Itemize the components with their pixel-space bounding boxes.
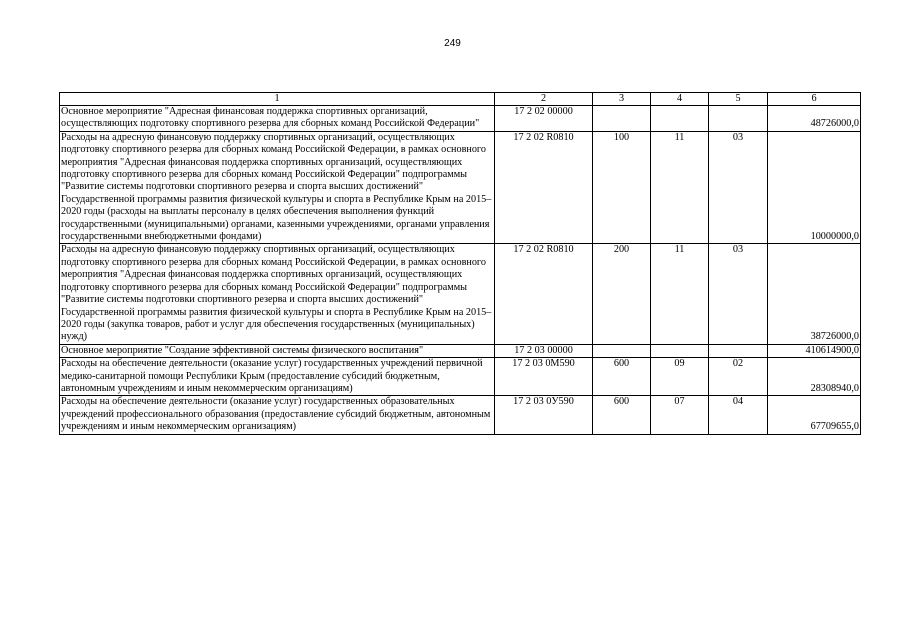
row-description: Расходы на адресную финансовую поддержку спортивных организаций, осуществляющих подготовку спортивного резерва для сборных команд Российской Федерации, в рамках основного мероприятия "Адресная финансовая поддержка спортивных организаций, осуществляющих подготовку спортивного резерва для сборных команд Российской Федерации" подпрограммы "Развитие системы подготовки спортивного резерва и спорта высших достижений" Государственной программы развития физической культуры и спорта в Республике Крым на 2015–2020 годы (закупка товаров, работ и услуг для обеспечения государственных (муниципальных) нужд) <box>60 244 495 344</box>
row-code: 17 2 02 R0810 <box>495 244 593 344</box>
table-row <box>60 131 861 244</box>
row-description: Основное мероприятие "Адресная финансовая поддержка спортивных организаций, осуществляющих подготовку спортивного резерва для сборных команд Российской Федерации" <box>60 106 495 132</box>
column-header: 6 <box>768 93 861 106</box>
row-amount: 48726000,0 <box>768 106 861 132</box>
row-description: Основное мероприятие "Создание эффективной системы физического воспитания" <box>60 344 495 357</box>
row-section: 11 <box>651 244 709 344</box>
row-section <box>651 344 709 357</box>
table-row <box>60 396 861 434</box>
table-row <box>60 244 861 344</box>
page-number: 249 <box>444 38 461 49</box>
row-expense-type: 200 <box>593 244 651 344</box>
row-subsection <box>709 106 768 132</box>
table-row <box>60 344 861 357</box>
row-expense-type <box>593 106 651 132</box>
row-section <box>651 106 709 132</box>
budget-table <box>59 92 861 435</box>
row-expense-type: 600 <box>593 396 651 434</box>
row-subsection: 03 <box>709 131 768 244</box>
column-header: 3 <box>593 93 651 106</box>
row-expense-type: 600 <box>593 358 651 396</box>
column-header: 4 <box>651 93 709 106</box>
row-amount: 410614900,0 <box>768 344 861 357</box>
row-expense-type <box>593 344 651 357</box>
row-section: 07 <box>651 396 709 434</box>
column-header: 5 <box>709 93 768 106</box>
row-code: 17 2 03 00000 <box>495 344 593 357</box>
row-subsection: 04 <box>709 396 768 434</box>
row-section: 11 <box>651 131 709 244</box>
row-subsection: 02 <box>709 358 768 396</box>
row-subsection: 03 <box>709 244 768 344</box>
column-header: 1 <box>60 93 495 106</box>
row-description: Расходы на обеспечение деятельности (оказание услуг) государственных учреждений первичной медико-санитарной помощи Республики Крым (предоставление субсидий бюджетным, автономным учреждениям и иным некоммерческим организациям) <box>60 358 495 396</box>
row-description: Расходы на обеспечение деятельности (оказание услуг) государственных образовательных учреждений профессионального образования (предоставление субсидий бюджетным, автономным учреждениям и иным некоммерческим организациям) <box>60 396 495 434</box>
row-amount: 28308940,0 <box>768 358 861 396</box>
row-code: 17 2 03 0У590 <box>495 396 593 434</box>
row-expense-type: 100 <box>593 131 651 244</box>
row-code: 17 2 03 0М590 <box>495 358 593 396</box>
row-code: 17 2 02 R0810 <box>495 131 593 244</box>
row-amount: 67709655,0 <box>768 396 861 434</box>
row-amount: 10000000,0 <box>768 131 861 244</box>
row-subsection <box>709 344 768 357</box>
table-row <box>60 106 861 132</box>
row-section: 09 <box>651 358 709 396</box>
row-code: 17 2 02 00000 <box>495 106 593 132</box>
row-amount: 38726000,0 <box>768 244 861 344</box>
row-description: Расходы на адресную финансовую поддержку спортивных организаций, осуществляющих подготовку спортивного резерва для сборных команд Российской Федерации, в рамках основного мероприятия "Адресная финансовая поддержка спортивных организаций, осуществляющих подготовку спортивного резерва для сборных команд Российской Федерации" подпрограммы "Развитие системы подготовки спортивного резерва и спорта высших достижений" Государственной программы развития физической культуры и спорта в Республике Крым на 2015–2020 годы (расходы на выплаты персоналу в целях обеспечения выполнения функций государственными (муниципальными) органами, казенными учреждениями, органами управления государственными внебюджетными фондами) <box>60 131 495 244</box>
column-header: 2 <box>495 93 593 106</box>
table-header-row <box>60 93 861 106</box>
table-row <box>60 358 861 396</box>
